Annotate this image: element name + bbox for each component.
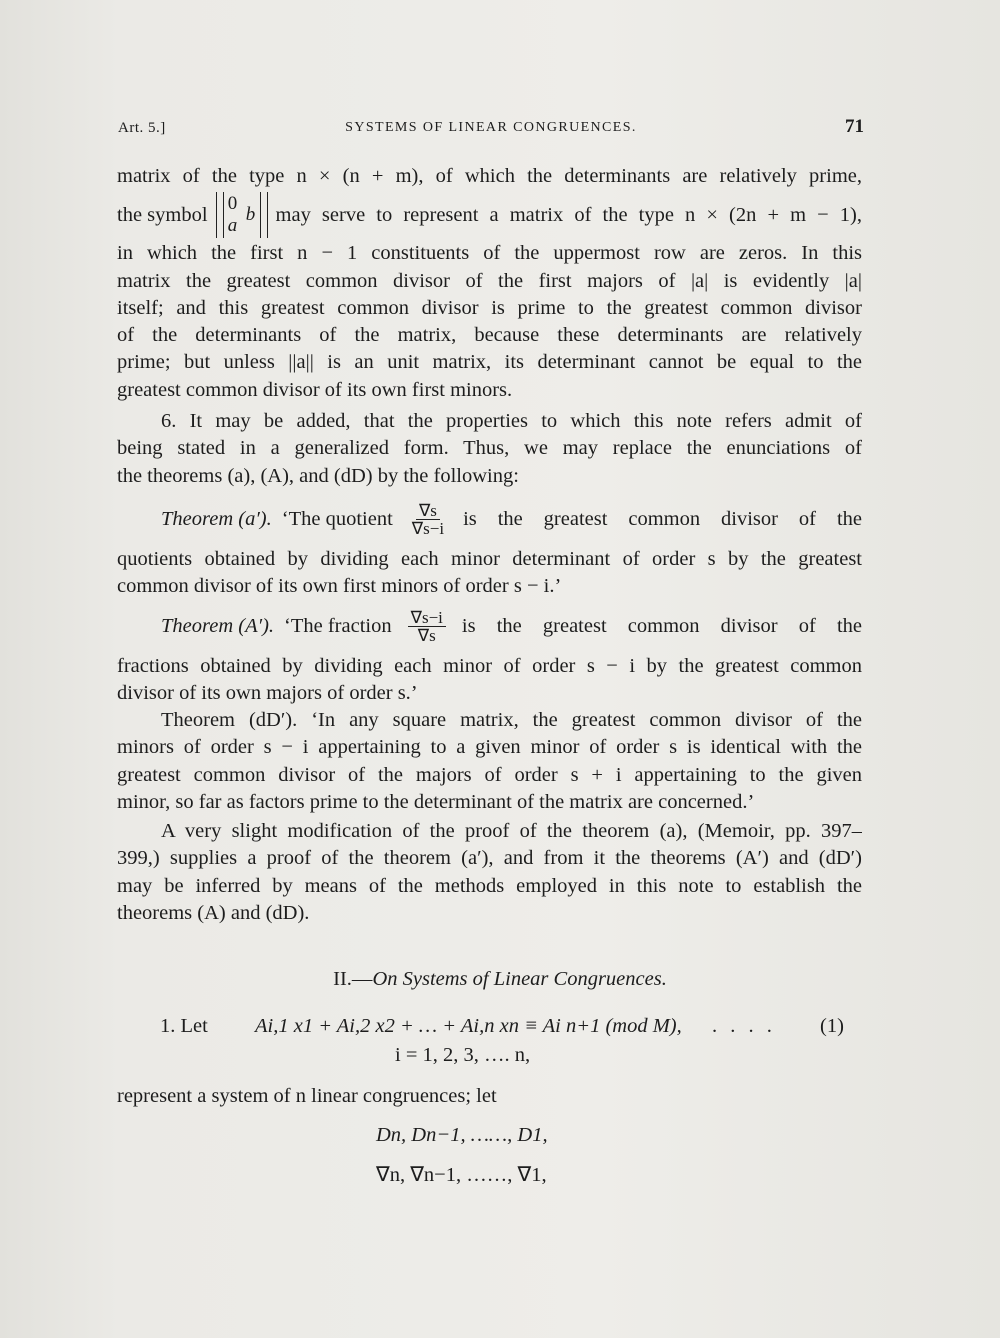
paragraph-system — [117, 1083, 862, 1110]
equation-number: (1) — [820, 1015, 844, 1037]
text-line: Theorem (dD′). ‘In any square matrix, the greatest common divisor of the — [161, 709, 862, 731]
matrix-right-bar — [260, 192, 268, 238]
fraction — [409, 502, 447, 537]
fraction-denominator: ∇s−i — [411, 518, 445, 538]
page-number: 71 — [845, 116, 864, 137]
running-title: SYSTEMS OF LINEAR CONGRUENCES. — [345, 120, 637, 135]
text-line: greatest common divisor of the majors of order s + i appertaining to the given — [117, 763, 862, 786]
section-numeral: II.— — [333, 968, 373, 990]
equation-range: i = 1, 2, 3, …. n, — [395, 1044, 531, 1066]
equation-leader-dots: . . . . — [712, 1015, 776, 1037]
list-nabla: ∇n, ∇n−1, ……, ∇1, — [376, 1164, 547, 1186]
matrix-left-bar — [216, 192, 224, 238]
article-reference: Art. 5.] — [118, 120, 166, 136]
text-line: minor, so far as factors prime to the determinant of the matrix are concerned.’ — [117, 790, 755, 813]
theorem-A-prime — [117, 599, 862, 708]
running-header — [118, 118, 864, 148]
theorem-a-prime — [117, 492, 862, 601]
fraction-numerator: ∇s — [416, 502, 440, 520]
theorem-label: Theorem (a′). — [161, 507, 272, 530]
text-line: prime; but unless ||a|| is an unit matrix, its determinant cannot be equal to the — [117, 351, 862, 374]
text-line: may be inferred by means of the methods employed in this note to establish the — [117, 874, 862, 897]
theorem-lead: ‘The quotient — [281, 507, 393, 530]
text-line: quotients obtained by dividing each minor determinant of order s by the greatest — [117, 548, 862, 570]
text-line: matrix the greatest common divisor of the first majors of |a| is evidently |a| — [117, 269, 862, 292]
text-line: 399,) supplies a proof of the theorem (a′), and from it the theorems (A′) and (dD′) — [117, 847, 862, 870]
matrix-cells — [224, 193, 260, 237]
block-matrix — [216, 191, 268, 239]
theorem-rest: is the greatest common divisor of the — [463, 507, 862, 530]
text-line: itself; and this greatest common divisor is prime to the greatest common divisor — [117, 296, 862, 319]
matrix-cell: b — [245, 204, 256, 226]
text-line: common divisor of its own first minors of order s − i.’ — [117, 575, 562, 598]
list-determinants: Dn, Dn−1, ……, D1, — [376, 1124, 548, 1146]
text-line: theorems (A) and (dD). — [117, 901, 310, 924]
text-line: represent a system of n linear congruences; let — [117, 1085, 497, 1107]
symbol-tail: may serve to represent a matrix of the type n × (2n + m − 1), — [275, 203, 862, 226]
section-title: On Systems of Linear Congruences. — [372, 968, 667, 990]
text-line: of the determinants of the matrix, because these determinants are relatively — [117, 324, 862, 347]
text-line: being stated in a generalized form. Thus, we may replace the enunciations of — [117, 437, 862, 460]
theorem-label: Theorem (A′). — [161, 614, 275, 637]
text-line: 6. It may be added, that the properties to which this note refers admit of — [161, 410, 862, 432]
fraction — [408, 609, 446, 644]
section-heading — [0, 968, 1000, 991]
text-line: minors of order s − i appertaining to a given minor of order s is identical with the — [117, 736, 862, 759]
fraction-denominator: ∇s — [417, 625, 436, 645]
matrix-cell: a — [227, 215, 238, 237]
equation-body: Ai,1 x1 + Ai,2 x2 + … + Ai,n xn ≡ Ai n+1 (mod M), — [255, 1015, 682, 1037]
theorem-header — [117, 492, 862, 546]
text-line: matrix of the type n × (n + m), of which the determinants are relatively prime, — [117, 165, 862, 187]
paragraph-matrix-intro — [117, 163, 862, 404]
text-line: A very slight modification of the proof of the theorem (a), (Memoir, pp. 397– — [161, 820, 862, 842]
paragraph-modification — [117, 818, 862, 927]
text-line: in which the first n − 1 constituents of the uppermost row are zeros. In this — [117, 242, 862, 265]
symbol-lead: the symbol — [117, 203, 208, 226]
matrix-cell: 0 — [227, 193, 238, 215]
symbol-line — [117, 190, 862, 240]
paragraph-six — [117, 408, 862, 490]
equation-lead: 1. Let — [160, 1015, 208, 1037]
theorem-header — [117, 599, 862, 653]
fraction-numerator: ∇s−i — [408, 609, 446, 627]
text-line: divisor of its own majors of order s.’ — [117, 682, 418, 705]
text-line: fractions obtained by dividing each minor of order s − i by the greatest common — [117, 655, 862, 677]
theorem-lead: ‘The fraction — [284, 614, 392, 637]
theorem-dD-prime — [117, 707, 862, 816]
theorem-rest: is the greatest common divisor of the — [461, 614, 862, 637]
text-line: greatest common divisor of its own first minors. — [117, 378, 513, 401]
text-line: the theorems (a), (A), and (dD) by the following: — [117, 464, 519, 487]
